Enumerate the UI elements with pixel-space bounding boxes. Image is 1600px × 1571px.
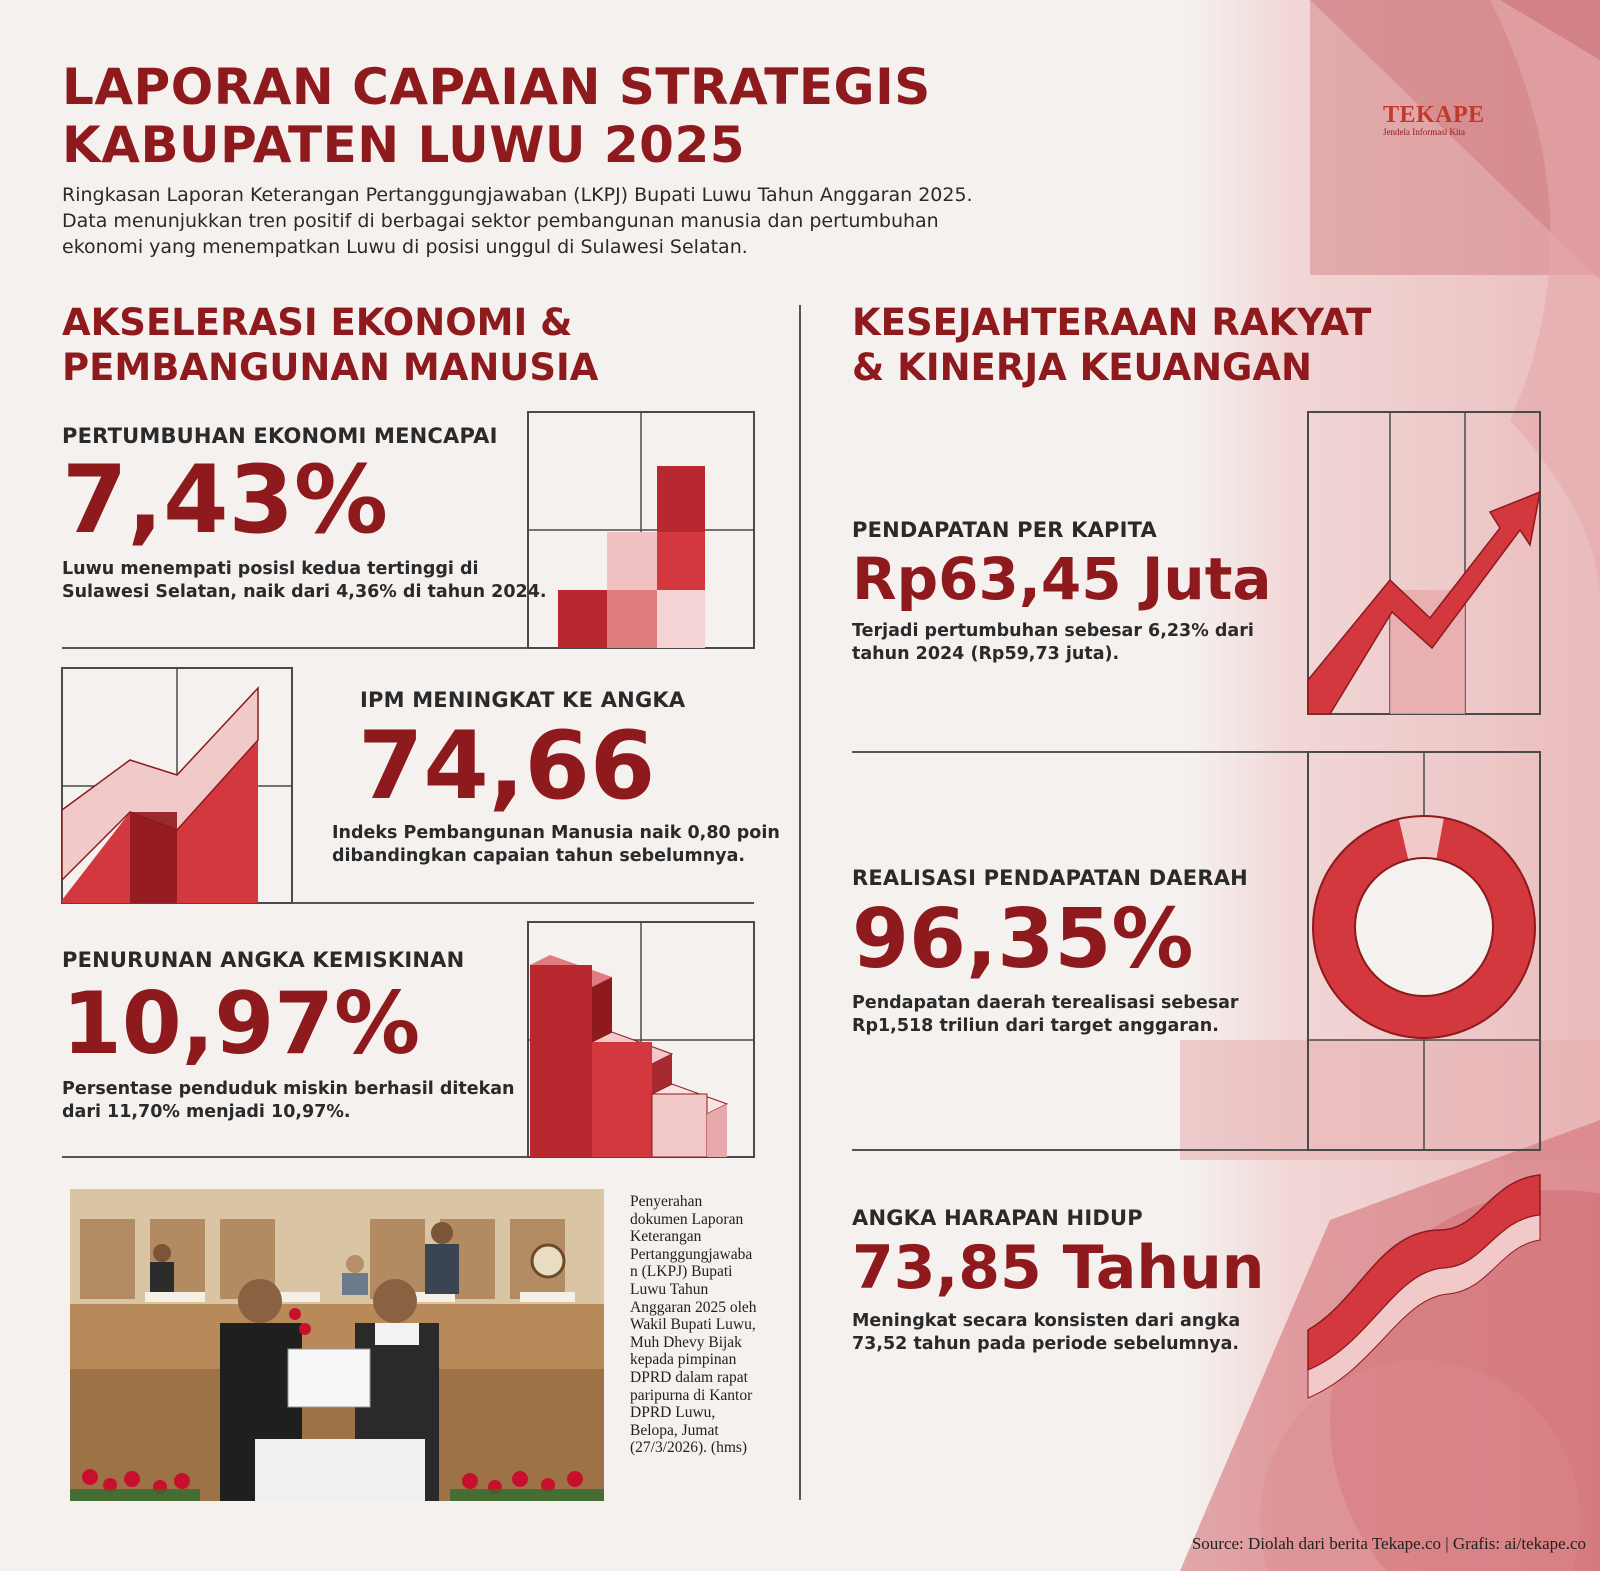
caption-line: Penyerahan <box>630 1193 703 1210</box>
growth-desc-line-2: Sulawesi Selatan, naik dari 4,36% di tahun 2024. <box>62 582 547 602</box>
source-credit: Source: Diolah dari berita Tekape.co | Grafis: ai/tekape.co <box>1191 1534 1586 1553</box>
growth-value: 7,43% <box>62 446 389 555</box>
revenue-donut-icon <box>1308 752 1540 1150</box>
revenue-desc <box>852 992 1248 1038</box>
caption-line: DPRD dalam rapat <box>630 1368 748 1386</box>
income-arrow-icon <box>1308 412 1540 714</box>
revenue-label: REALISASI PENDAPATAN DAERAH <box>852 866 1248 890</box>
left-heading-line-2: PEMBANGUNAN MANUSIA <box>62 346 599 389</box>
life-block <box>852 1206 1265 1356</box>
caption-line: kepada pimpinan <box>630 1351 737 1369</box>
event-photo <box>70 1189 604 1501</box>
caption-line: Pertanggungjawaba <box>630 1245 753 1263</box>
poverty-desc-line-1: Persentase penduduk miskin berhasil ditekan <box>62 1079 515 1099</box>
life-desc-line-1: Meningkat secara konsisten dari angka <box>852 1311 1241 1331</box>
caption-line: (27/3/2026). (hms) <box>630 1439 748 1457</box>
brand-name: TEKAPE <box>1383 102 1485 128</box>
ipm-label: IPM MENINGKAT KE ANGKA <box>360 688 686 712</box>
page-title <box>62 58 1062 174</box>
revenue-block <box>852 866 1248 1038</box>
brand-logo <box>1383 102 1485 137</box>
right-heading-line-1: KESEJAHTERAAN RAKYAT <box>852 301 1372 344</box>
growth-desc-line-1: Luwu menempati posisl kedua tertinggi di <box>62 559 479 579</box>
photo-caption <box>630 1193 780 1457</box>
income-value: Rp63,45 Juta <box>852 545 1272 613</box>
life-desc-line-2: 73,52 tahun pada periode sebelumnya. <box>852 1334 1240 1354</box>
life-wave-icon <box>1308 1175 1540 1398</box>
caption-line: paripurna di Kantor <box>630 1386 753 1404</box>
right-section-heading <box>852 300 1371 390</box>
growth-desc <box>62 558 547 604</box>
caption-line: n (LKPJ) Bupati <box>630 1263 733 1281</box>
intro-line-2: Data menunjukkan tren positif di berbagai sektor pembangunan manusia dan pertumbuhan <box>62 210 939 232</box>
poverty-block <box>62 948 514 1124</box>
poverty-label: PENURUNAN ANGKA KEMISKINAN <box>62 948 465 972</box>
revenue-desc-line-1: Pendapatan daerah terealisasi sebesar <box>852 993 1239 1013</box>
caption-line: Muh Dhevy Bijak <box>630 1333 742 1351</box>
revenue-desc-line-2: Rp1,518 triliun dari target anggaran. <box>852 1016 1219 1036</box>
poverty-bars-icon <box>528 922 754 1157</box>
ipm-desc-line-1: Indeks Pembangunan Manusia naik 0,80 poin <box>332 823 780 843</box>
poverty-desc <box>62 1078 514 1124</box>
life-label: ANGKA HARAPAN HIDUP <box>852 1206 1143 1230</box>
left-section-heading <box>62 300 598 390</box>
income-desc-line-1: Terjadi pertumbuhan sebesar 6,23% dari <box>852 621 1254 641</box>
caption-line: Luwu Tahun <box>630 1280 709 1298</box>
caption-line: dokumen Laporan <box>630 1210 744 1228</box>
ipm-block <box>332 688 780 868</box>
intro-text <box>62 182 1062 260</box>
brand-tagline: Jendela Informasi Kita <box>1383 127 1465 137</box>
life-value: 73,85 Tahun <box>852 1233 1265 1303</box>
caption-line: Keterangan <box>630 1228 702 1246</box>
caption-line: DPRD Luwu, <box>630 1404 716 1422</box>
left-heading-line-1: AKSELERASI EKONOMI & <box>62 301 573 344</box>
intro-line-1: Ringkasan Laporan Keterangan Pertanggungjawaban (LKPJ) Bupati Luwu Tahun Anggaran 2025. <box>62 184 973 206</box>
income-label: PENDAPATAN PER KAPITA <box>852 518 1158 542</box>
growth-steps-icon <box>528 412 754 648</box>
ipm-value: 74,66 <box>358 712 656 821</box>
life-desc <box>852 1310 1265 1356</box>
income-desc <box>852 620 1272 666</box>
growth-label: PERTUMBUHAN EKONOMI MENCAPAI <box>62 424 498 448</box>
title-line-2: KABUPATEN LUWU 2025 <box>62 116 746 174</box>
poverty-desc-line-2: dari 11,70% menjadi 10,97%. <box>62 1102 351 1122</box>
ipm-desc <box>332 822 780 868</box>
caption-line: Belopa, Jumat <box>630 1421 719 1439</box>
income-desc-line-2: tahun 2024 (Rp59,73 juta). <box>852 644 1120 664</box>
intro-line-3: ekonomi yang menempatkan Luwu di posisi unggul di Sulawesi Selatan. <box>62 236 748 258</box>
revenue-value: 96,35% <box>852 892 1194 987</box>
caption-line: Anggaran 2025 oleh <box>630 1298 757 1316</box>
income-block <box>852 518 1272 666</box>
caption-line: Wakil Bupati Luwu, <box>630 1316 756 1334</box>
ipm-desc-line-2: dibandingkan capaian tahun sebelumnya. <box>332 846 746 866</box>
right-heading-line-2: & KINERJA KEUANGAN <box>852 346 1313 389</box>
title-line-1: LAPORAN CAPAIAN STRATEGIS <box>62 58 931 116</box>
poverty-value: 10,97% <box>62 974 421 1074</box>
growth-block <box>62 424 547 604</box>
ipm-ribbon-icon <box>62 668 292 903</box>
